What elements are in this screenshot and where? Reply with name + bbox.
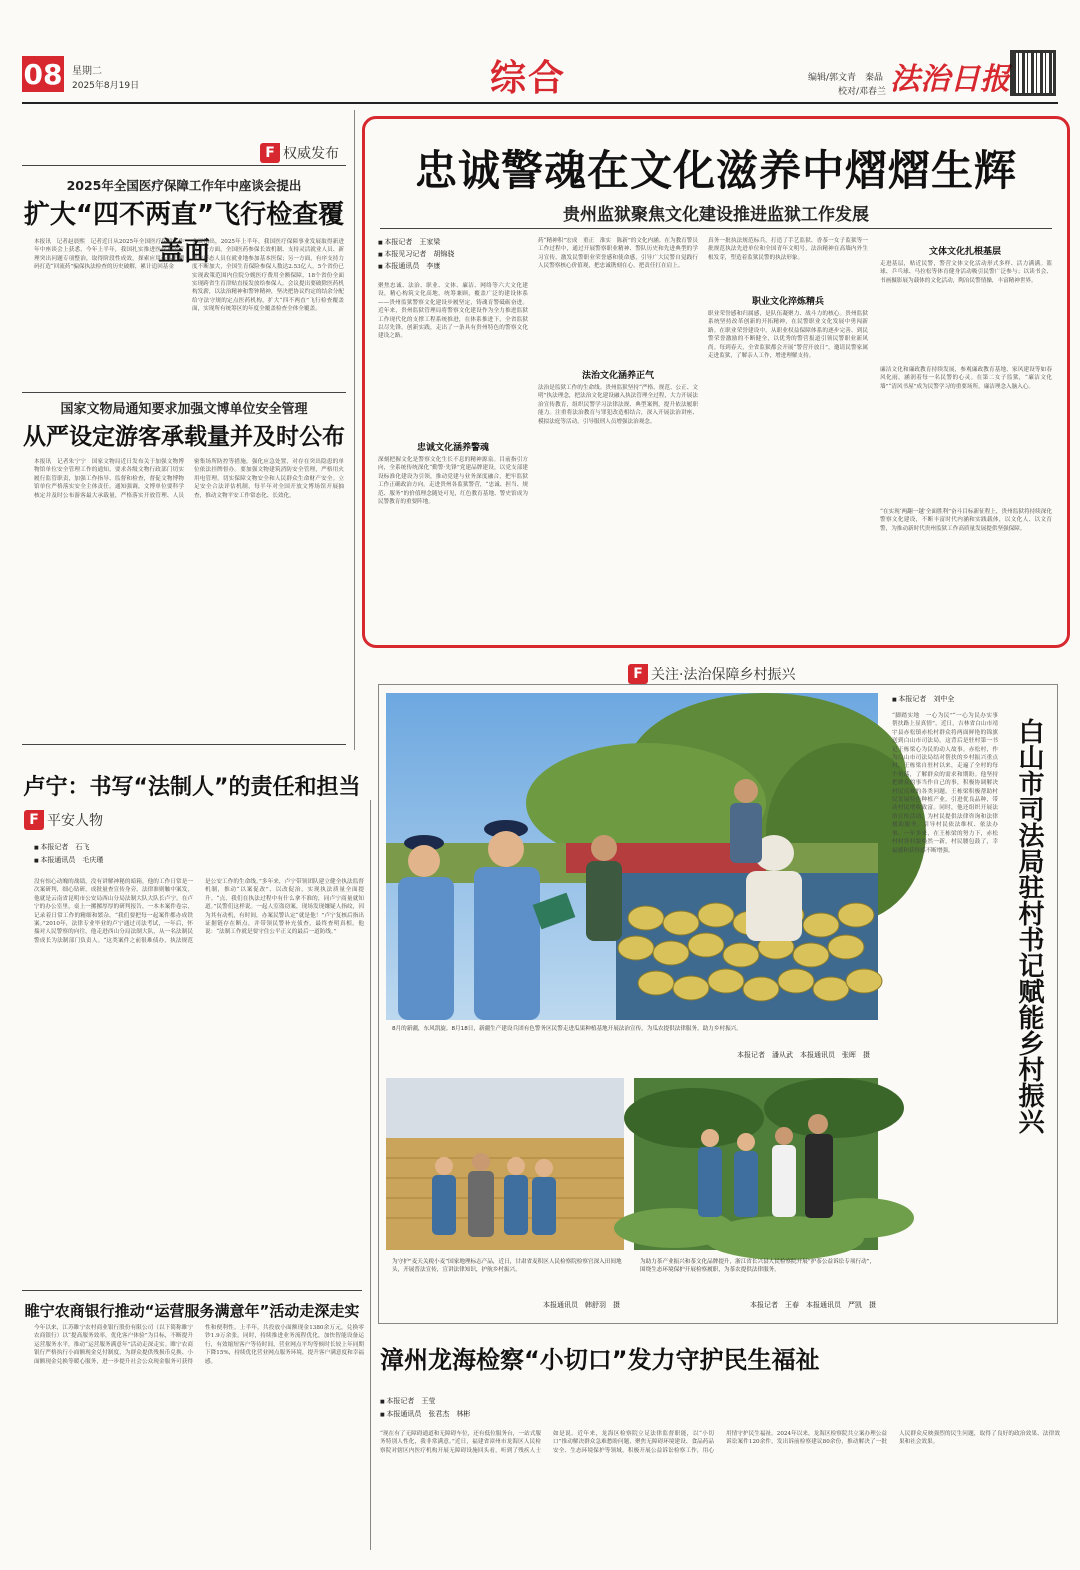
- a1-lead-column: 本报讯 记者赵晨熙 记者近日从2025年全国医疗保障工作年中座谈会上获悉，今年上半年，我国扎实推进医保基金管理突出问题专项整治，取得阶段性成效，探索应用药品追溯码打造“回流药”骗保执法检查的历史破解，累计追回基金: [34, 239, 184, 271]
- issue-date: 2025年8月19日: [72, 81, 140, 91]
- weekday: 星期二: [72, 66, 102, 77]
- feature-rule-of-law-body: 法治是监狱工作的生命线。贵州监狱坚持“严格、规范、公正、文明”执法理念，把法治文化建设融入执法管理全过程，大力开展法治宣传教育，组织民警学习法律法规、典型案例，提升依法履职能力。注重将法治教育与罪犯改造相结合，深入开展法治讲座、模拟法庭等活动，引导服刑人员增强法治观念。: [538, 385, 698, 425]
- a1-top-rule: [22, 165, 346, 166]
- photo1-credit: 本报记者 潘从武 本报通讯员 张晖 摄: [737, 1051, 870, 1059]
- feature-col3-top: 真务一批执法规范标兵，打造了手艺监狱、香茶一女子监狱等一批规范执法先进单位和全国青年文明号，法治精神在高墙内外生根发芽，塑造着监狱民警的执法形象。: [708, 238, 868, 261]
- qr-code-icon: [1010, 50, 1056, 96]
- zz-body: “现在有了无障碍通道和无障碍车位，还有低位服务台，一站式服务特别人性化，我非常满意。”近日，福建省漳州市龙海区人民检察院对辖区内医疗机构开展无障碍设施回头看，听到了残疾人士如是说。近年来，龙海区检察院立足法律监督职能，以“小切口”推动解决群众急难愁盼问题，聚焦无障碍环境建设、食品药品安全、生态环境保护等领域，积极开展公益诉讼检察工作，用心用情守护民生福祉。2024年以来，龙海区检察院共立案办理公益诉讼案件120余件，发出诉前检察建议80余份，推动解决了一批人民群众反映强烈的民生问题，取得了良好的政治效果、法律效果和社会效果。: [380, 1431, 1060, 1454]
- a2-headline: 从严设定游客承载量并及时公布: [23, 424, 345, 450]
- photo3-caption: 为助力茶产业振兴和茶文化品牌提升，浙江省长兴县人民检察院开展“护茶公益诉讼专项行动”，围绕生态环境保护开展检察履职，为茶农提供法律服务。: [640, 1259, 876, 1273]
- a3-headline: 卢宁：书写“法制人”的责任和担当: [23, 775, 361, 800]
- a4-top-rule: [22, 1290, 362, 1291]
- farmer-left: [586, 835, 622, 941]
- feature-section-sports-culture: 文体文化扎根基层: [928, 247, 1001, 257]
- page-number-badge: 08: [23, 57, 63, 91]
- a2-bottom-rule: [22, 744, 346, 745]
- photo3-credit: 本报记者 王春 本报通讯员 严凯 摄: [750, 1301, 876, 1309]
- photo-police-melon-harvest: [386, 693, 878, 1020]
- feature-byline-correspondent: ■ 本报通讯员 李康: [378, 261, 440, 273]
- photo2-caption: 为守护“麦天关税小麦”国家地理标志产品，近日，甘肃省麦积区人民检察院检察官深入田间地头，开展普法宣传，宣讲法律知识，护航乡村振兴。: [392, 1259, 622, 1273]
- feature-subheadline: 贵州监狱聚焦文化建设推进监狱工作发展: [563, 205, 869, 225]
- tea-plantation-svg: [634, 1078, 878, 1250]
- a1-headline: 扩大“四不两直”飞行检查覆盖面: [23, 200, 345, 267]
- a2-body: 本报讯 记者朱宁宁 国家文物局近日发布关于加强文物博物馆单位安全管理工作的通知，要求各级文物行政部门切实履行监管职责，加强工作指导、监督和检查，督促文物博物馆单位严格落实安全主体责任。通知强调，文博单位要科学核定并及时公布游客最大承载量，严格落实开放管理、人员密集场所防控等措施，强化应急处置，对存在突出隐患的单位依法挂牌督办。要加强文物建筑消防安全管理，严格用火用电管理，切实保障文物安全和人民群众生命财产安全。立足安全合法评估机制，每半年对全国开放文博场馆开展抽查，推动文物平安工作常态化、长效化。: [34, 459, 344, 499]
- feature-profession-body: 职业荣誉感和归属感，是队伍凝聚力、战斗力的核心。贵州监狱系统坚持改革创新的开拓精神，在民警职业文化发展中勇闯新路。在职业荣誉建设中，从职业权益保障体系的逐步完善、到民警荣誉激励的不断健全，以优秀的警营报道引领民警职业新风尚。每到春天，全省监狱都会开展“警营开放日”，邀请民警家属走进监狱，了解亲人工作，增进理解支持。: [708, 311, 868, 360]
- newspaper-logo: 法治日报: [890, 62, 1010, 97]
- a1-body-column: 会议指出，2025年上半年，我国医疗保障事业发展取得新进展。一方面，全国医药参保长效机制、支持灵活就业人员、新就业形态人员在就业地参加基本医保；另一方面，有序支持力度不断加大，全国生育保险参保人数达2.53亿人，5个省份已实现政策范围内住院分娩医疗费用全额保障，18个省份全面实现跨省生育津贴直接发放给参保人。会议提出要破除医药机构发薪，以法治精神和警钟精神，坚决把协议约定的结余分配给守法守规的定点医药机构，扩大“四不两直”飞行检查覆盖面，实现所有统筹区的年度全覆盖检查全体全覆盖。: [192, 239, 344, 313]
- feature-col2-body: 药“精神积”宏成 重正 淮实 陈新”的文化内涵。在为教育警员工作过程中，通过开展警察职业精神、警队历史和先进典型的学习宣传，激发民警职业荣誉感和使命感，引导广大民警自觉践行人民警察核心价值观，把忠诚镌刻在心，把责任扛在肩上。: [538, 238, 698, 270]
- feature-section-loyalty: 忠诚文化涵养警魂: [416, 443, 489, 453]
- photo2-credit: 本报通讯员 韩舒羽 摄: [543, 1301, 620, 1309]
- sidebar-byline: ■ 本报记者 刘中全: [892, 694, 954, 706]
- editor-credit: 编辑/郭文青 秦晶: [808, 73, 884, 83]
- a3-body: 没有惊心动魄的战绩，没有讲解神秘的暗箱，他的工作日常是一次案研判，细心钻研，成批量查宣传身旁。法律准则触中案发，他就是云南省昆明市公安局西山分局法制大队大队长卢宁。在卢宁的办公室里，桌上一摞摞厚厚的研判报告，一本本案件卷宗，记录着日常工作的精细和繁杂。“我们要把每一起案件都办成铁案。”2010年，法律专业毕业的卢宁通过司法考试，一年后，怀揣对人民警察的向往，他走进西山分局法制大队，从一名法制民警成长为法制部门负责人。“这类案件之前很难侦办，执法规范是公安工作的生命线。”多年来，卢宁带领团队建立健全执法监督机制，推动“以案促改”、以改促治，实现执法质量全面提升。“点，我们在执法过程中有什么拿不准的，同卢宁商量就知道。”民警们这样说。一起人室盗窃案，现场发现嫌疑人指纹，因为其有动机，有时间，办案民警认定“就是他！”卢宁复核后指出证据链存在断点，并带领民警补充侦查，最终查明真相。他说：“法制工作就是要守住公平正义的最后一道防线。”: [34, 879, 364, 944]
- a3-byline-reporter: ■ 本报记者 石飞: [34, 842, 89, 854]
- feature-conclusion: “在实现‘两翻一越’全面胜利”奋斗目标新征程上，贵州监狱将持续深化警察文化建设，不断丰富时代内涵和实践载体，以文化人、以文育警，为推动新时代贵州监狱工作高质量发展提供坚强保障。: [880, 509, 1052, 532]
- bottom-left-divider: [370, 800, 371, 1550]
- proof-credit: 校对/邓春兰: [838, 87, 887, 97]
- a2-kicker: 国家文物局通知要求加强文博单位安全管理: [60, 402, 308, 417]
- photo-police-melon-svg: [386, 693, 878, 1020]
- feature-section-rule-of-law: 法治文化涵养正气: [581, 371, 654, 381]
- feature-byline-trainee: ■ 本报见习记者 胡锦骁: [378, 249, 454, 261]
- paper-f-icon: F: [260, 143, 280, 163]
- a1-kicker: 2025年全国医疗保障工作年中座谈会提出: [66, 178, 302, 193]
- masthead-rule: [22, 102, 1058, 104]
- a2-top-rule: [22, 392, 346, 393]
- left-column-divider: [354, 110, 355, 750]
- feature-headline: 忠诚警魂在文化滋养中熠熠生辉: [414, 146, 1017, 195]
- a4-body: 今年以来，江苏睢宁农村商业银行股份有限公司（以下简称睢宁农商银行）以“提高服务效率，优化客户体验”为目标，不断提升运营服务水平，推动“运营服务满意年”活动走深走实。睢宁农商银行严格执行小面额现金兑付制度，为群众提供残损币兑换、小面额现金兑换等暖心服务，进一步提升社会公众现金服务可获得性和便利性。上半年，共投放小面额现金1380余万元，兑换零钞1.9万余张。同时，持续推进业务流程优化，加快智能设备运行，有效缩短客户等待时间，营业网点平均等候时长较上年同期下降15%，持续优化营业网点服务环境，提升客户满意度和幸福感。: [34, 1325, 364, 1365]
- photo1-caption: 8月的新疆，东风凯旋。8月18日，新疆生产建设兵团有色警务区民警走进瓜果种植基地开展法治宣传，为瓜农提供法律服务，助力乡村振兴。: [392, 1026, 742, 1032]
- farmer-back: [730, 779, 762, 863]
- feature-intro: 聚焦忠诚、法治、职业、文体、廉洁、网络等六大文化建设，精心构筑文化高地，统筹兼顾，覆盖广泛的建设体系——贵州监狱警察文化建设步履坚定，铸魂育警砥砺奋进。近年来，贵州监狱管理局将警察文化建设作为全力推进监狱工作现代化的支撑工程系统推进，在体系推进下，全省监狱以尽先锋，创新实践，走出了一条具有贵州特色的警察文化建设之路。: [378, 283, 528, 340]
- photo-tea-plantation-prosecutors: [634, 1078, 878, 1250]
- paper-f-icon: F: [628, 664, 648, 684]
- zz-byline-correspondent: ■ 本报通讯员 张君杰 林彬: [380, 1409, 470, 1421]
- zz-byline-reporter: ■ 本报记者 王莹: [380, 1396, 435, 1408]
- feature-sports-body: 走进基层，贴近民警，警营文体文化活动形式多样、活力满满。篮球、乒乓球、马拉松等体育健身活动吸引民警广泛参与；以读书会、书画摄影展为载体的文化活动，陶冶民警情操，丰富精神世界。: [880, 261, 1052, 284]
- feature-top-rule: [380, 228, 1052, 229]
- photo-wheat-field-prosecutors: [386, 1078, 624, 1250]
- authority-release-tag: F 权威发布: [260, 143, 339, 163]
- sidebar-vertical-headline: 白山市司法局驻村书记赋能乡村振兴: [1014, 718, 1044, 1134]
- zz-headline: 漳州龙海检察“小切口”发力守护民生福祉: [380, 1346, 820, 1374]
- paper-f-icon: F: [24, 810, 44, 830]
- section-name: 综合: [490, 58, 567, 99]
- sidebar-body: “脚踏实地 一心为民”“一心为民办实事 帮扶路上显真情”，近日，吉林省白山市靖宇县赤松镇赤松村群众将两面鲜艳的锦旗送到白山市司法局。这背后是驻村第一书记王栋梁心为民的动人故事。赤松村，作为白山市司法局结对帮扶的乡村振兴重点村，王栋梁自驻村以来，走遍了全村的每个角落，了解群众的需求和期盼。他坚持把群众的事当作自己的事，积极协调解决村民反映的各类问题。王栋梁积极帮助村民发展特色种植产业，引进优良品种，带动村民增收致富。同时，他还组织开展法治宣传活动，为村民提供法律咨询和法律援助服务，引导村民依法维权、依法办事。一年多来，在王栋梁的努力下，赤松村村容村貌焕然一新，村民腰包鼓了，幸福感和获得感不断增强。: [892, 713, 1004, 854]
- safety-person-tag: F 平安人物: [24, 810, 103, 830]
- feature-section-profession: 职业文化淬炼精兵: [751, 297, 824, 307]
- rural-section-tag: F 关注·法治保障乡村振兴: [628, 664, 795, 684]
- feature-integrity-body: 廉洁文化和廉政教育持续发展，参观廉政教育基地、家风建设等如春风化雨，涵润着每一名民警的心灵。在第二女子监狱，“廉洁文化墙”“清风书屋”成为民警学习的重要场所，廉洁理念入脑入心。: [880, 367, 1052, 390]
- a3-byline-correspondent: ■ 本报通讯员 毛庆瑾: [34, 855, 103, 867]
- feature-byline-reporter: ■ 本报记者 王家梁: [378, 237, 440, 249]
- wheat-field-svg: [386, 1078, 624, 1250]
- a4-headline: 睢宁农商银行推动“运营服务满意年”活动走深走实: [24, 1302, 360, 1320]
- feature-loyalty-body: 深刻把握文化是警察文化生长不息的精神源泉。目前指引方向，全系统传统深化“勤警·先锋”党建品牌建设，以党支部建设标准化建设为引领，推动党建与业务深度融合，把牢监狱工作正确政治方向。走进贵州各监狱警营，“忠诚、担当、规范、服务”的价值理念随处可见，红色教育基地、警史馆成为民警教育的重要阵地。: [378, 457, 528, 506]
